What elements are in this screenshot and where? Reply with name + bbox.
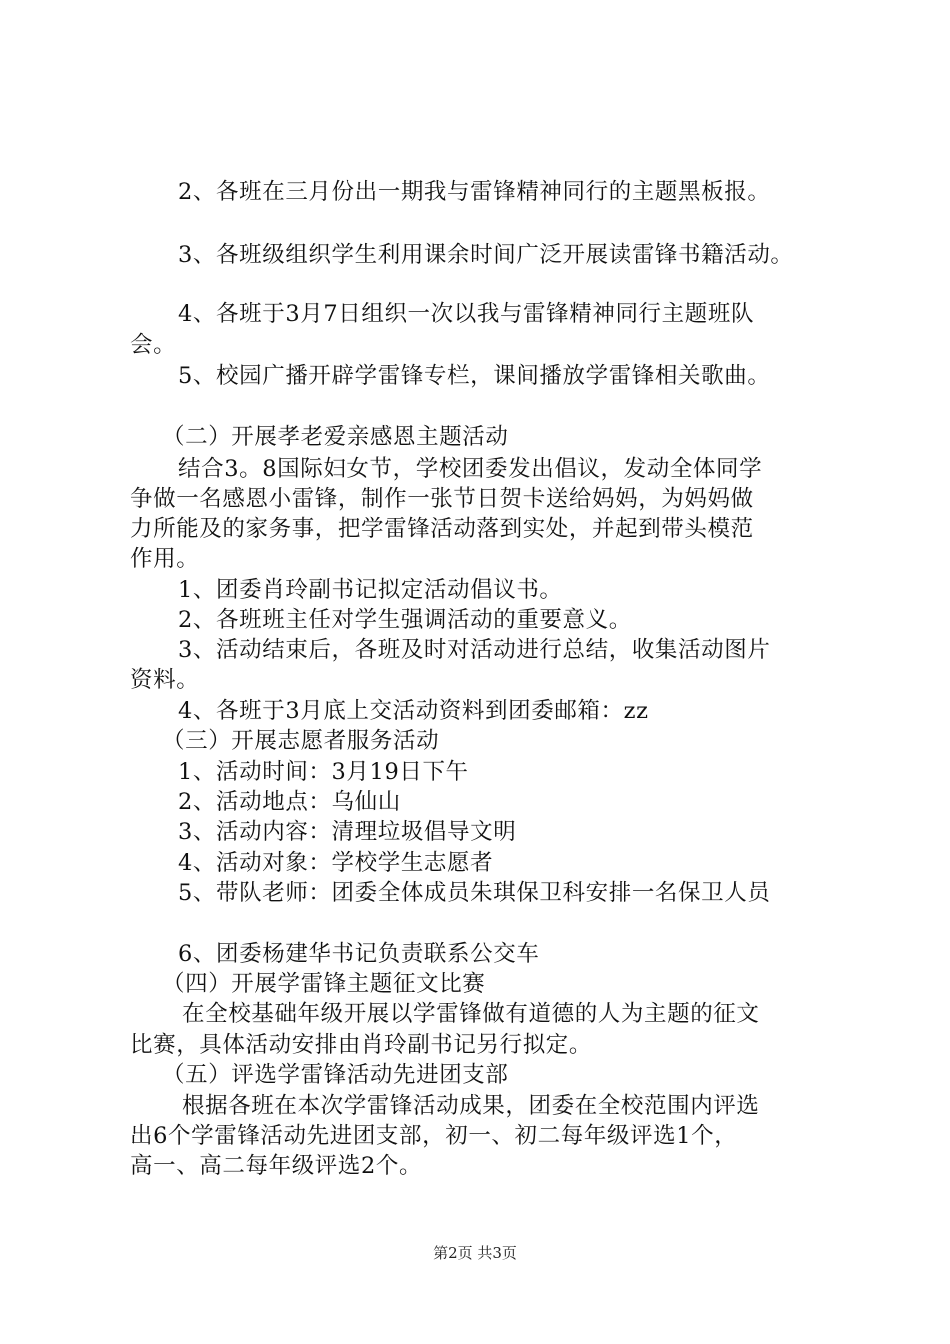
- section-heading-4: （四）开展学雷锋主题征文比赛: [162, 971, 486, 997]
- paragraph-line: 作用。: [130, 546, 200, 572]
- list-item-email: 4、各班于3月底上交活动资料到团委邮箱：zz: [178, 698, 649, 724]
- list-item-class-meeting: 4、各班于3月7日组织一次以我与雷锋精神同行主题班队: [178, 301, 755, 327]
- list-item: 1、团委肖玲副书记拟定活动倡议书。: [178, 577, 563, 603]
- list-item-cont: 资料。: [130, 667, 200, 693]
- list-item-target: 4、活动对象：学校学生志愿者: [178, 850, 494, 876]
- paragraph-line: 高一、高二每年级评选2个。: [130, 1153, 423, 1179]
- list-item: 2、各班班主任对学生强调活动的重要意义。: [178, 607, 632, 633]
- list-item: 3、活动结束后，各班及时对活动进行总结，收集活动图片: [178, 637, 771, 663]
- paragraph-line: 根据各班在本次学雷锋活动成果，团委在全校范围内评选: [182, 1093, 760, 1119]
- paragraph-line: 比赛，具体活动安排由肖玲副书记另行拟定。: [130, 1032, 593, 1058]
- paragraph-line: 结合3。8国际妇女节，学校团委发出倡议，发动全体同学: [178, 456, 763, 482]
- list-item-place: 2、活动地点：乌仙山: [178, 789, 401, 815]
- list-item-content: 3、活动内容：清理垃圾倡导文明: [178, 819, 517, 845]
- list-item-reading: 3、各班级组织学生利用课余时间广泛开展读雷锋书籍活动。: [178, 242, 794, 268]
- list-item-time: 1、活动时间：3月19日下午: [178, 759, 469, 785]
- paragraph-line: 争做一名感恩小雷锋，制作一张节日贺卡送给妈妈，为妈妈做: [130, 486, 754, 512]
- section-heading-3: （三）开展志愿者服务活动: [162, 728, 440, 754]
- list-item-blackboard: 2、各班在三月份出一期我与雷锋精神同行的主题黑板报。: [178, 179, 771, 205]
- list-item-teachers: 5、带队老师：团委全体成员朱琪保卫科安排一名保卫人员: [178, 880, 771, 906]
- list-item-bus: 6、团委杨建华书记负责联系公交车: [178, 941, 540, 967]
- section-heading-2: （二）开展孝老爱亲感恩主题活动: [162, 424, 509, 450]
- paragraph-line: 力所能及的家务事，把学雷锋活动落到实处，并起到带头模范: [130, 516, 754, 542]
- section-heading-5: （五）评选学雷锋活动先进团支部: [162, 1062, 509, 1088]
- page-footer: 第2页 共3页: [433, 1244, 517, 1262]
- list-item-class-meeting-cont: 会。: [130, 332, 177, 358]
- paragraph-line: 出6个学雷锋活动先进团支部，初一、初二每年级评选1个，: [130, 1123, 738, 1149]
- paragraph-line: 在全校基础年级开展以学雷锋做有道德的人为主题的征文: [182, 1001, 760, 1027]
- list-item-broadcast: 5、校园广播开辟学雷锋专栏，课间播放学雷锋相关歌曲。: [178, 363, 771, 389]
